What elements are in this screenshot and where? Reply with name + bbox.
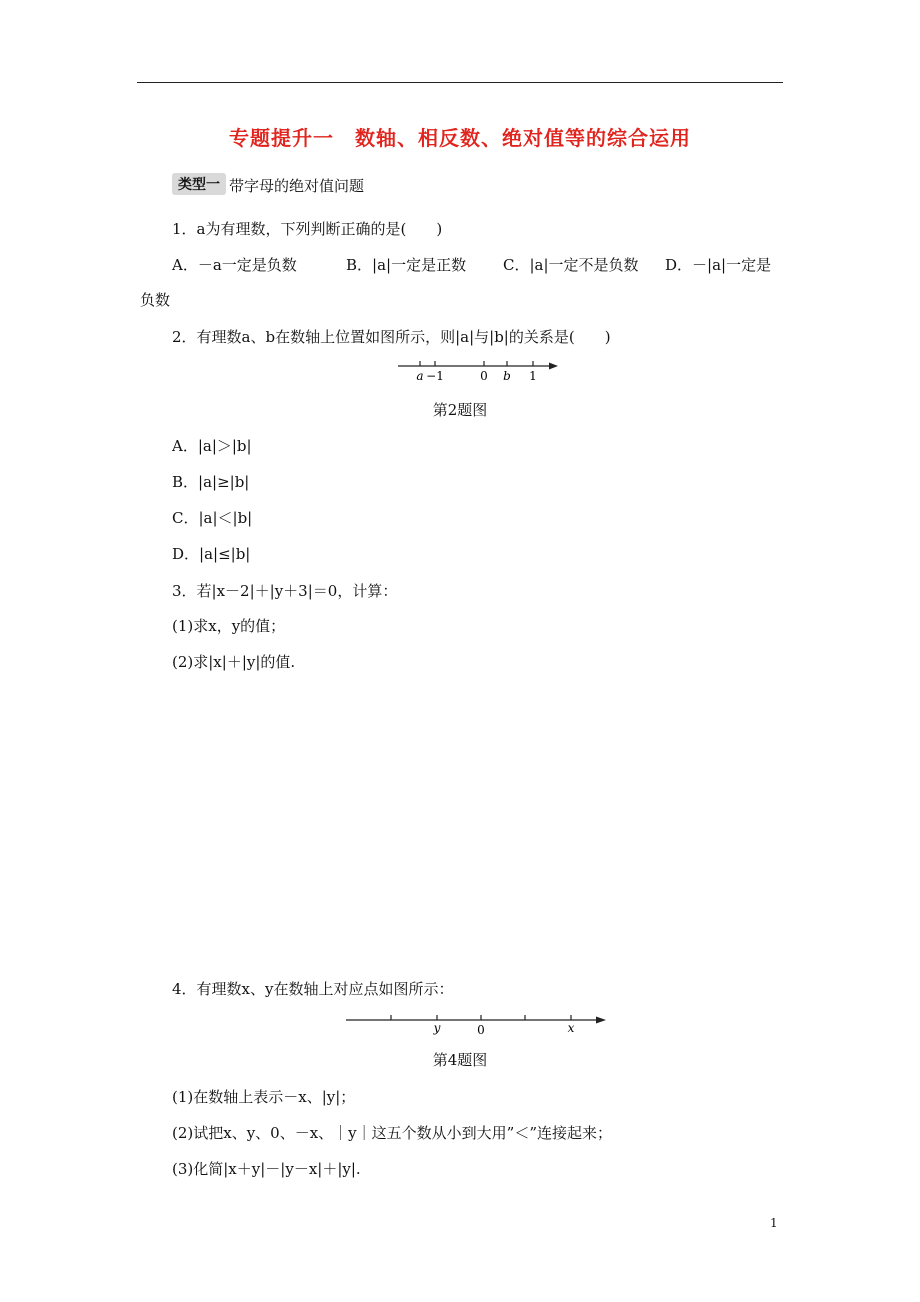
- q2-option-b: B．|a|≥|b|: [172, 473, 250, 491]
- q2-label-zero: 0: [480, 369, 488, 383]
- page-title: 专题提升一 数轴、相反数、绝对值等的综合运用: [229, 126, 691, 150]
- q2-stem: 2．有理数a、b在数轴上位置如图所示，则|a|与|b|的关系是( ): [172, 328, 611, 346]
- q1-option-c: C．|a|一定不是负数: [503, 256, 639, 274]
- q4-label-x: x: [567, 1021, 575, 1035]
- q2-label-a: a: [416, 369, 424, 383]
- q1-option-b: B．|a|一定是正数: [346, 256, 467, 274]
- q2-option-a: A．|a|＞|b|: [172, 437, 252, 455]
- q3-part-2: (2)求|x|＋|y|的值.: [172, 653, 296, 671]
- q1-option-a: A．－a一定是负数: [172, 256, 297, 274]
- q2-label-one: 1: [529, 369, 537, 383]
- q2-option-c: C．|a|＜|b|: [172, 509, 253, 527]
- q1-option-d-wrap: 负数: [140, 291, 171, 309]
- q2-label-b: b: [503, 369, 511, 383]
- q1-option-d: D．－|a|一定是: [665, 256, 772, 274]
- q4-part-2: (2)试把x、y、0、－x、｜y｜这五个数从小到大用”＜”连接起来；: [172, 1124, 612, 1142]
- q2-caption: 第2题图: [432, 401, 488, 419]
- q4-part-3: (3)化简|x＋y|－|y－x|＋|y|.: [172, 1160, 361, 1178]
- q2-number-line: [390, 356, 570, 386]
- q4-label-zero: 0: [477, 1023, 485, 1036]
- q4-label-y: y: [433, 1021, 441, 1035]
- q3-part-1: (1)求x，y的值；: [172, 617, 286, 635]
- q2-option-d: D．|a|≤|b|: [172, 545, 251, 563]
- q3-stem: 3．若|x－2|＋|y＋3|＝0，计算：: [172, 582, 398, 600]
- section-label: 带字母的绝对值问题: [229, 177, 365, 195]
- q2-label-neg1: −1: [426, 369, 444, 383]
- q4-stem: 4．有理数x、y在数轴上对应点如图所示：: [172, 980, 454, 998]
- q1-stem: 1．a为有理数，下列判断正确的是( ): [172, 220, 443, 238]
- q4-part-1: (1)在数轴上表示－x、|y|；: [172, 1088, 356, 1106]
- section-badge: 类型一: [172, 173, 226, 195]
- q4-number-line: [340, 1010, 612, 1036]
- q4-caption: 第4题图: [432, 1051, 488, 1069]
- page-number: 1: [770, 1216, 778, 1230]
- header-rule: [137, 82, 783, 83]
